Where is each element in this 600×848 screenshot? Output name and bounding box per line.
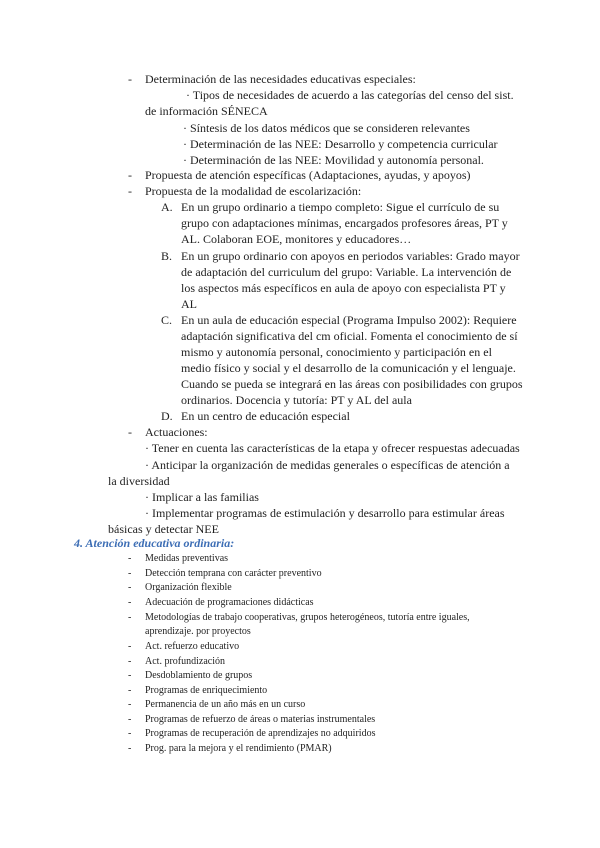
list-dash: - xyxy=(128,425,132,439)
subitem-nee-movilidad: · Determinación de las NEE: Movilidad y autonomía personal. xyxy=(183,153,484,167)
list-dash: - xyxy=(128,670,132,681)
list-dash: - xyxy=(128,72,132,86)
modalidad-d-marker: D. xyxy=(161,409,173,423)
modalidad-c-marker: C. xyxy=(161,313,173,327)
actuacion-item-cont: básicas y detectar NEE xyxy=(108,522,219,536)
list-item: Programas de enriquecimiento xyxy=(145,685,268,696)
item-propuesta-modalidad: Propuesta de la modalidad de escolarización: xyxy=(145,184,362,198)
list-item: Prog. para la mejora y el rendimiento (PMAR) xyxy=(145,743,332,754)
list-item: Act. refuerzo educativo xyxy=(145,641,240,652)
list-item: Programas de refuerzo de áreas o materias instrumentales xyxy=(145,714,376,725)
modalidad-c-line: mismo y autonomía personal, conocimiento y participación en el xyxy=(181,345,492,359)
modalidad-a-marker: A. xyxy=(161,200,173,214)
item-propuesta-atencion: Propuesta de atención específicas (Adaptaciones, ayudas, y apoyos) xyxy=(145,168,471,182)
list-dash: - xyxy=(128,168,132,182)
subitem-sintesis: · Síntesis de los datos médicos que se consideren relevantes xyxy=(183,121,470,135)
modalidad-c-line: En un aula de educación especial (Programa Impulso 2002): Requiere xyxy=(181,313,517,327)
subitem-nee-desarrollo: · Determinación de las NEE: Desarrollo y competencia curricular xyxy=(183,137,498,151)
list-item: Metodologías de trabajo cooperativas, grupos heterogéneos, tutoría entre iguales, xyxy=(145,612,470,623)
actuacion-item: · Tener en cuenta las características de la etapa y ofrecer respuestas adecuadas xyxy=(145,441,520,455)
item-determinacion: Determinación de las necesidades educativas especiales: xyxy=(145,72,416,86)
list-dash: - xyxy=(128,743,132,754)
list-dash: - xyxy=(128,728,132,739)
list-dash: - xyxy=(128,597,132,608)
list-item: Act. profundización xyxy=(145,656,225,667)
modalidad-b-marker: B. xyxy=(161,249,173,263)
list-dash: - xyxy=(128,641,132,652)
modalidad-b-line: los aspectos más específicos en aula de apoyo con especialista PT y xyxy=(181,281,506,295)
subitem-tipos-necesidades: · Tipos de necesidades de acuerdo a las categorías del censo del sist. xyxy=(186,88,514,102)
list-dash: - xyxy=(128,699,132,710)
list-item: Adecuación de programaciones didácticas xyxy=(145,597,314,608)
list-dash: - xyxy=(128,656,132,667)
actuacion-item: · Anticipar la organización de medidas generales o específicas de atención a xyxy=(145,458,510,472)
actuacion-item-cont: la diversidad xyxy=(108,474,170,488)
list-item: Programas de recuperación de aprendizajes no adquiridos xyxy=(145,728,376,739)
actuaciones-label: Actuaciones: xyxy=(145,425,208,439)
list-dash: - xyxy=(128,685,132,696)
list-dash: - xyxy=(128,714,132,725)
actuacion-item: · Implementar programas de estimulación y desarrollo para estimular áreas xyxy=(145,506,505,520)
list-item: Medidas preventivas xyxy=(145,553,229,564)
modalidad-d-line: En un centro de educación especial xyxy=(181,409,350,423)
actuacion-item: · Implicar a las familias xyxy=(145,490,259,504)
modalidad-a-line: AL. Colaboran EOE, monitores y educadores… xyxy=(181,232,412,246)
list-dash: - xyxy=(128,553,132,564)
section-heading: 4. Atención educativa ordinaria: xyxy=(74,536,235,550)
modalidad-a-line: En un grupo ordinario a tiempo completo: Sigue el currículo de su xyxy=(181,200,500,214)
list-item-cont: aprendizaje. por proyectos xyxy=(145,626,251,637)
modalidad-c-line: Cuando se pueda se integrará en las áreas con posibilidades con grupos xyxy=(181,377,523,391)
modalidad-a-line: grupo con adaptaciones mínimas, encargados profesores áreas, PT y xyxy=(181,216,508,230)
modalidad-c-line: adaptación significativa del cm oficial. Fomenta el conocimiento de sí xyxy=(181,329,518,343)
modalidad-b-line: AL xyxy=(181,297,197,311)
modalidad-b-line: En un grupo ordinario con apoyos en periodos variables: Grado mayor xyxy=(181,249,520,263)
list-dash: - xyxy=(128,568,132,579)
list-dash: - xyxy=(128,184,132,198)
list-item: Desdoblamiento de grupos xyxy=(145,670,253,681)
modalidad-c-line: ordinarios. Docencia y tutoría: PT y AL del aula xyxy=(181,393,412,407)
list-item: Organización flexible xyxy=(145,582,232,593)
list-item: Detección temprana con carácter preventivo xyxy=(145,568,322,579)
modalidad-c-line: medio físico y social y el desarrollo de la comunicación y el lenguaje. xyxy=(181,361,516,375)
modalidad-b-line: de adaptación del curriculum del grupo: Variable. La intervención de xyxy=(181,265,512,279)
list-item: Permanencia de un año más en un curso xyxy=(145,699,306,710)
list-dash: - xyxy=(128,582,132,593)
subitem-tipos-necesidades-cont: de información SÉNECA xyxy=(145,104,268,118)
list-dash: - xyxy=(128,612,132,623)
